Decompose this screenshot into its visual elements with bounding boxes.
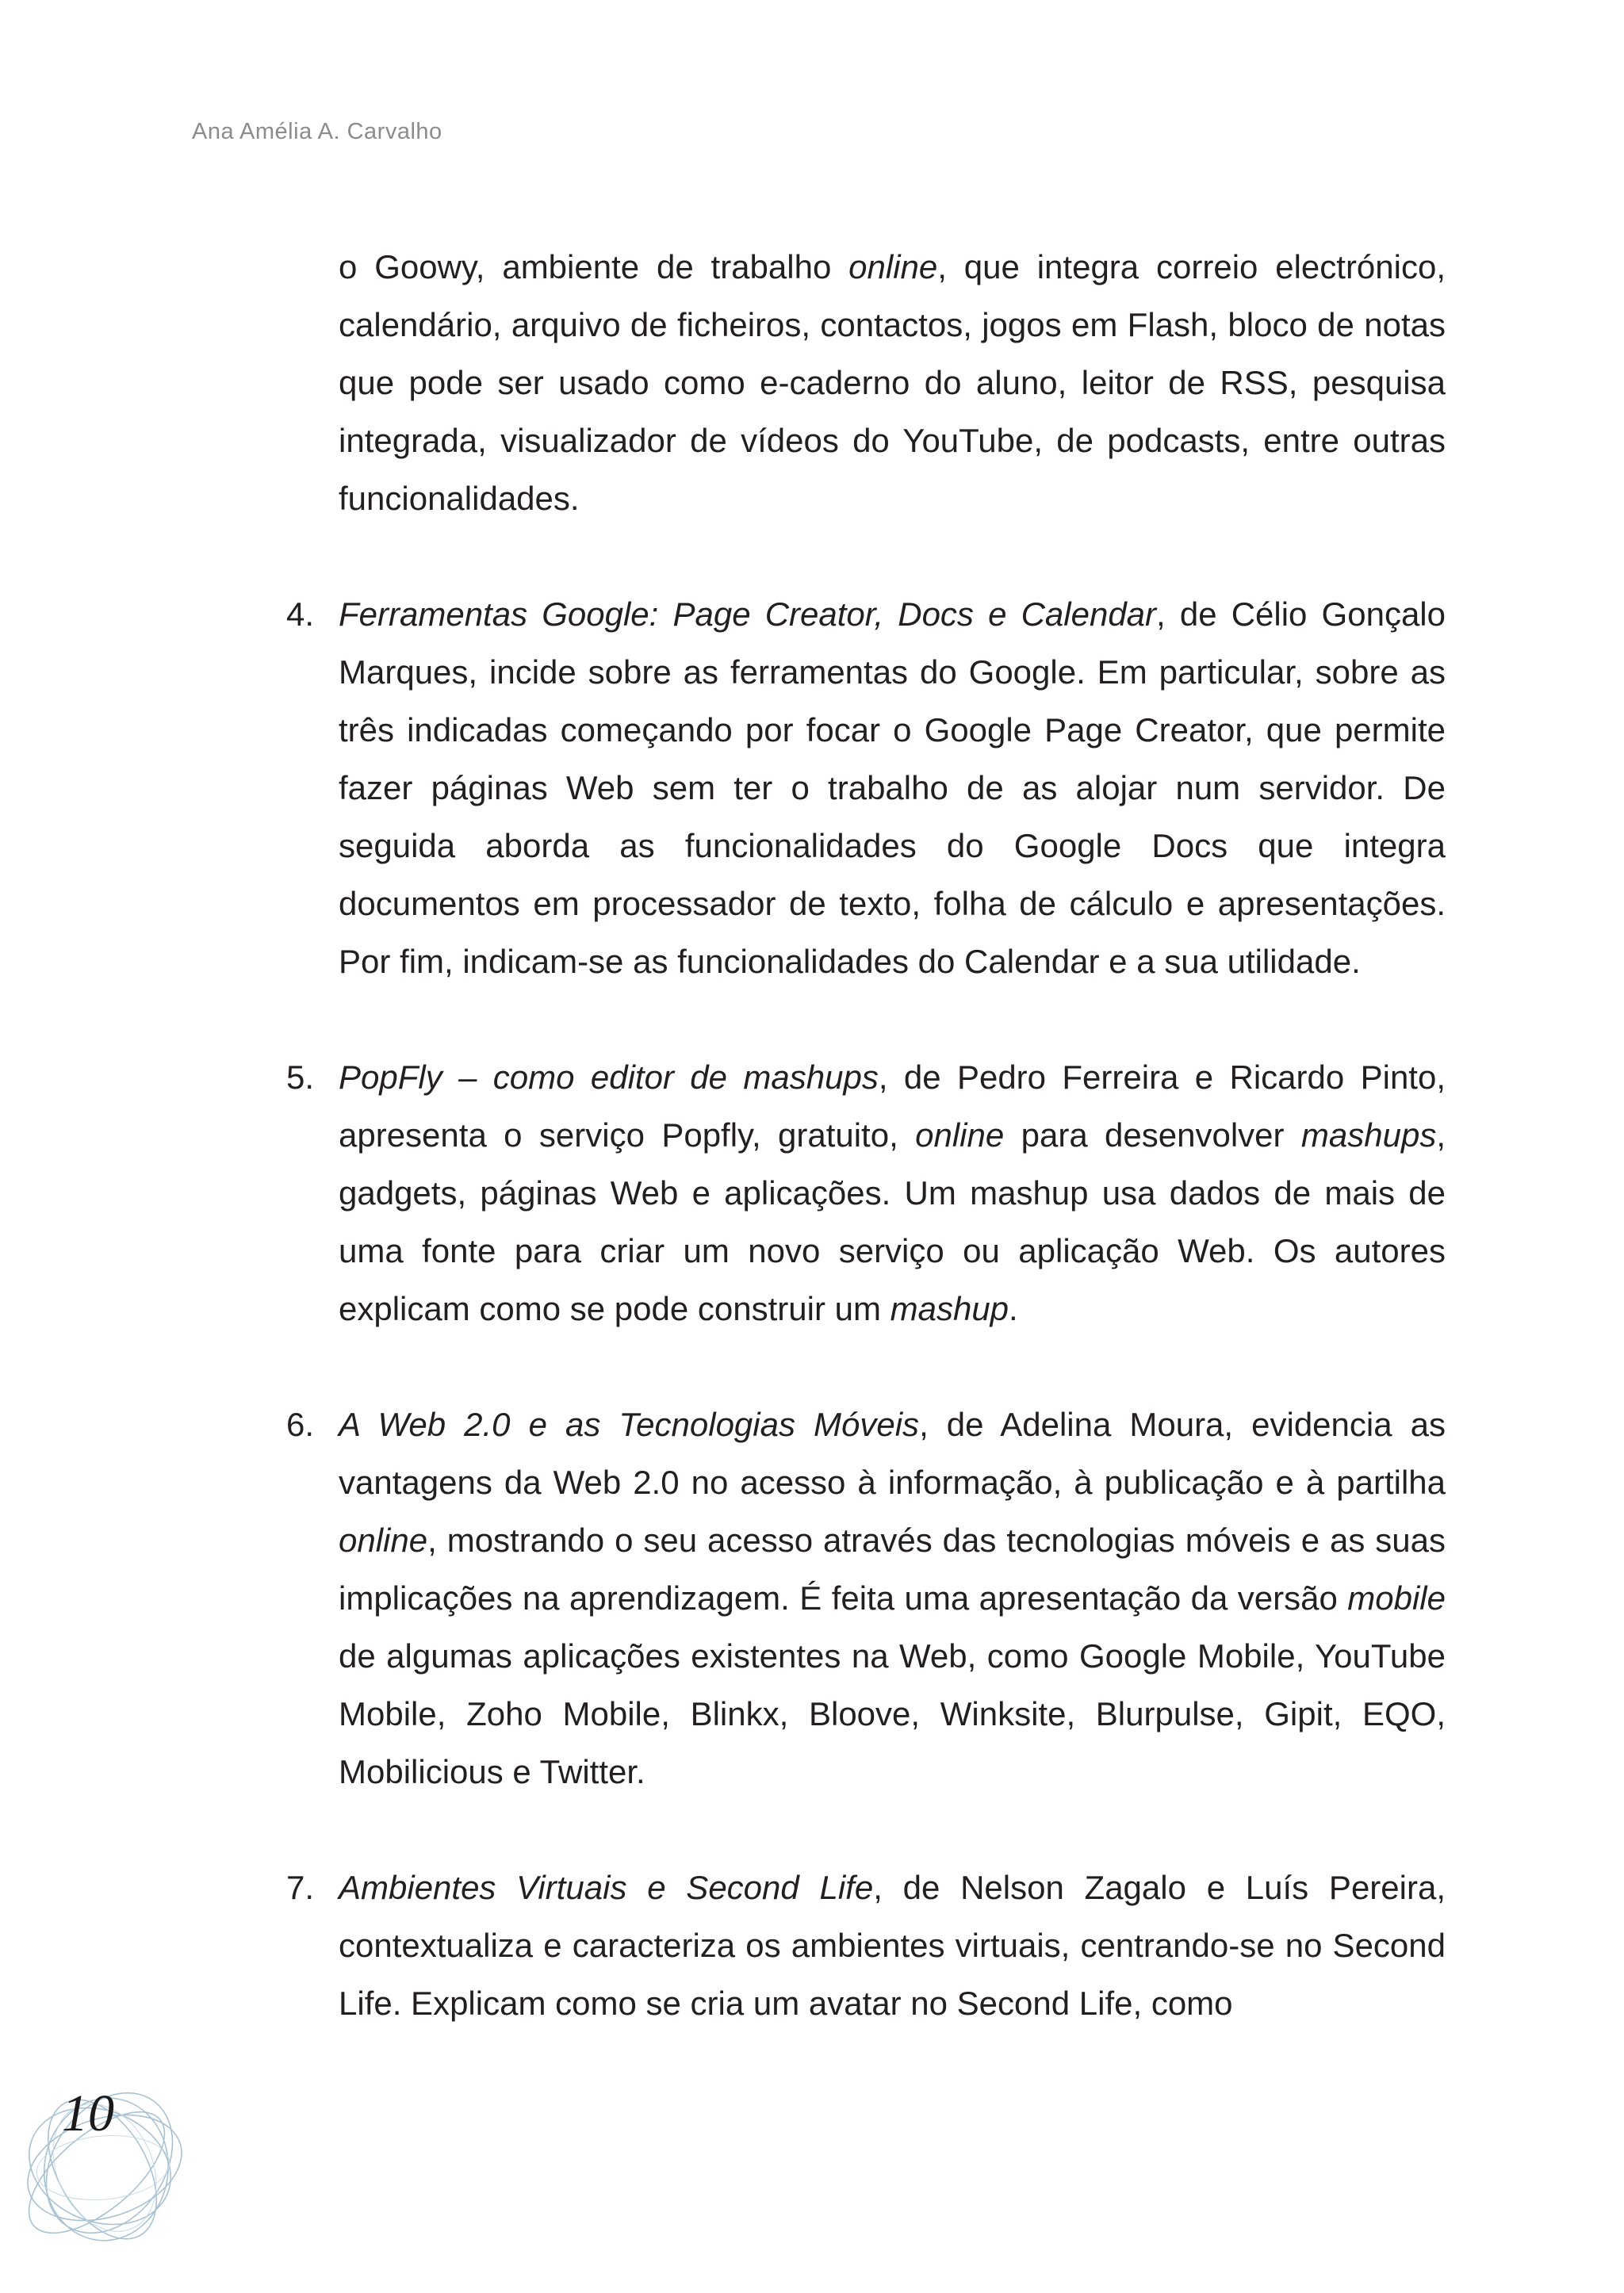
list-item (286, 1395, 1446, 1801)
list-item (286, 585, 1446, 990)
item-number: 4. (286, 595, 315, 633)
text-run: , de Adelina Moura, evidencia as vantagens da Web 2.0 no acesso à informação, à publicação e à partilha (339, 1406, 1446, 1501)
item-number: 6. (286, 1406, 315, 1443)
chapter-title: Ambientes Virtuais e Second Life (339, 1869, 874, 1906)
list-item (286, 1048, 1446, 1338)
text-run: , gadgets, páginas Web e aplicações. Um mashup usa dados de mais de uma fonte para criar um novo serviço ou aplicação Web. Os autores explicam como se pode construir um (339, 1116, 1446, 1327)
italic-run: mashups (1300, 1116, 1437, 1154)
italic-run: online (339, 1522, 428, 1559)
text-run: para desenvolver (1004, 1116, 1301, 1154)
text-run: de algumas aplicações existentes na Web, como Google Mobile, YouTube Mobile, Zoho Mobile, Blinkx, Bloove, Winksite, Blurpulse, Gipit, EQO, Mobilicious e Twitter. (339, 1637, 1446, 1790)
text-run: , de Pedro Ferreira e Ricardo Pinto, apresenta o serviço Popfly, gratuito, (339, 1058, 1446, 1154)
running-head: Ana Amélia A. Carvalho (192, 119, 442, 144)
chapter-title: Ferramentas Google: Page Creator, Docs e Calendar (339, 595, 1157, 633)
list-item (286, 1859, 1446, 2032)
italic-run: online (848, 248, 938, 285)
text-run: , de Nelson Zagalo e Luís Pereira, contextualiza e caracteriza os ambientes virtuais, centrando-se no Second Life. Explicam como se cria um avatar no Second Life, como (339, 1869, 1446, 2022)
continuation-paragraph (339, 238, 1446, 527)
text-run: , mostrando o seu acesso através das tecnologias móveis e as suas implicações na aprendizagem. É feita uma apresentação da versão (339, 1522, 1446, 1617)
main-text (286, 238, 1446, 2032)
page-number: 10 (62, 2084, 114, 2142)
text-run: o Goowy, ambiente de trabalho (339, 248, 849, 285)
item-number: 5. (286, 1058, 315, 1096)
item-number: 7. (286, 1869, 315, 1906)
text-run: , que integra correio electrónico, calendário, arquivo de ficheiros, contactos, jogos em Flash, bloco de notas que pode ser usado como e-caderno do aluno, leitor de RSS, pesquisa integrada, visualizador de vídeos do YouTube, de podcasts, entre outras funcionalidades. (339, 248, 1446, 517)
italic-run: mobile (1347, 1579, 1446, 1617)
chapter-title: A Web 2.0 e as Tecnologias Móveis (339, 1406, 920, 1443)
chapter-title: PopFly – como editor de mashups (339, 1058, 879, 1096)
italic-run: online (915, 1116, 1005, 1154)
italic-run: mashup (890, 1290, 1009, 1327)
text-run: . (1009, 1290, 1018, 1327)
text-run: , de Célio Gonçalo Marques, incide sobre as ferramentas do Google. Em particular, sobre as três indicadas começando por focar o Google Page Creator, que permite fazer páginas Web sem ter o trabalho de as alojar num servidor. De seguida aborda as funcionalidades do Google Docs que integra documentos em processador de texto, folha de cálculo e apresentações. Por fim, indicam-se as funcionalidades do Calendar e a sua utilidade. (339, 595, 1446, 980)
